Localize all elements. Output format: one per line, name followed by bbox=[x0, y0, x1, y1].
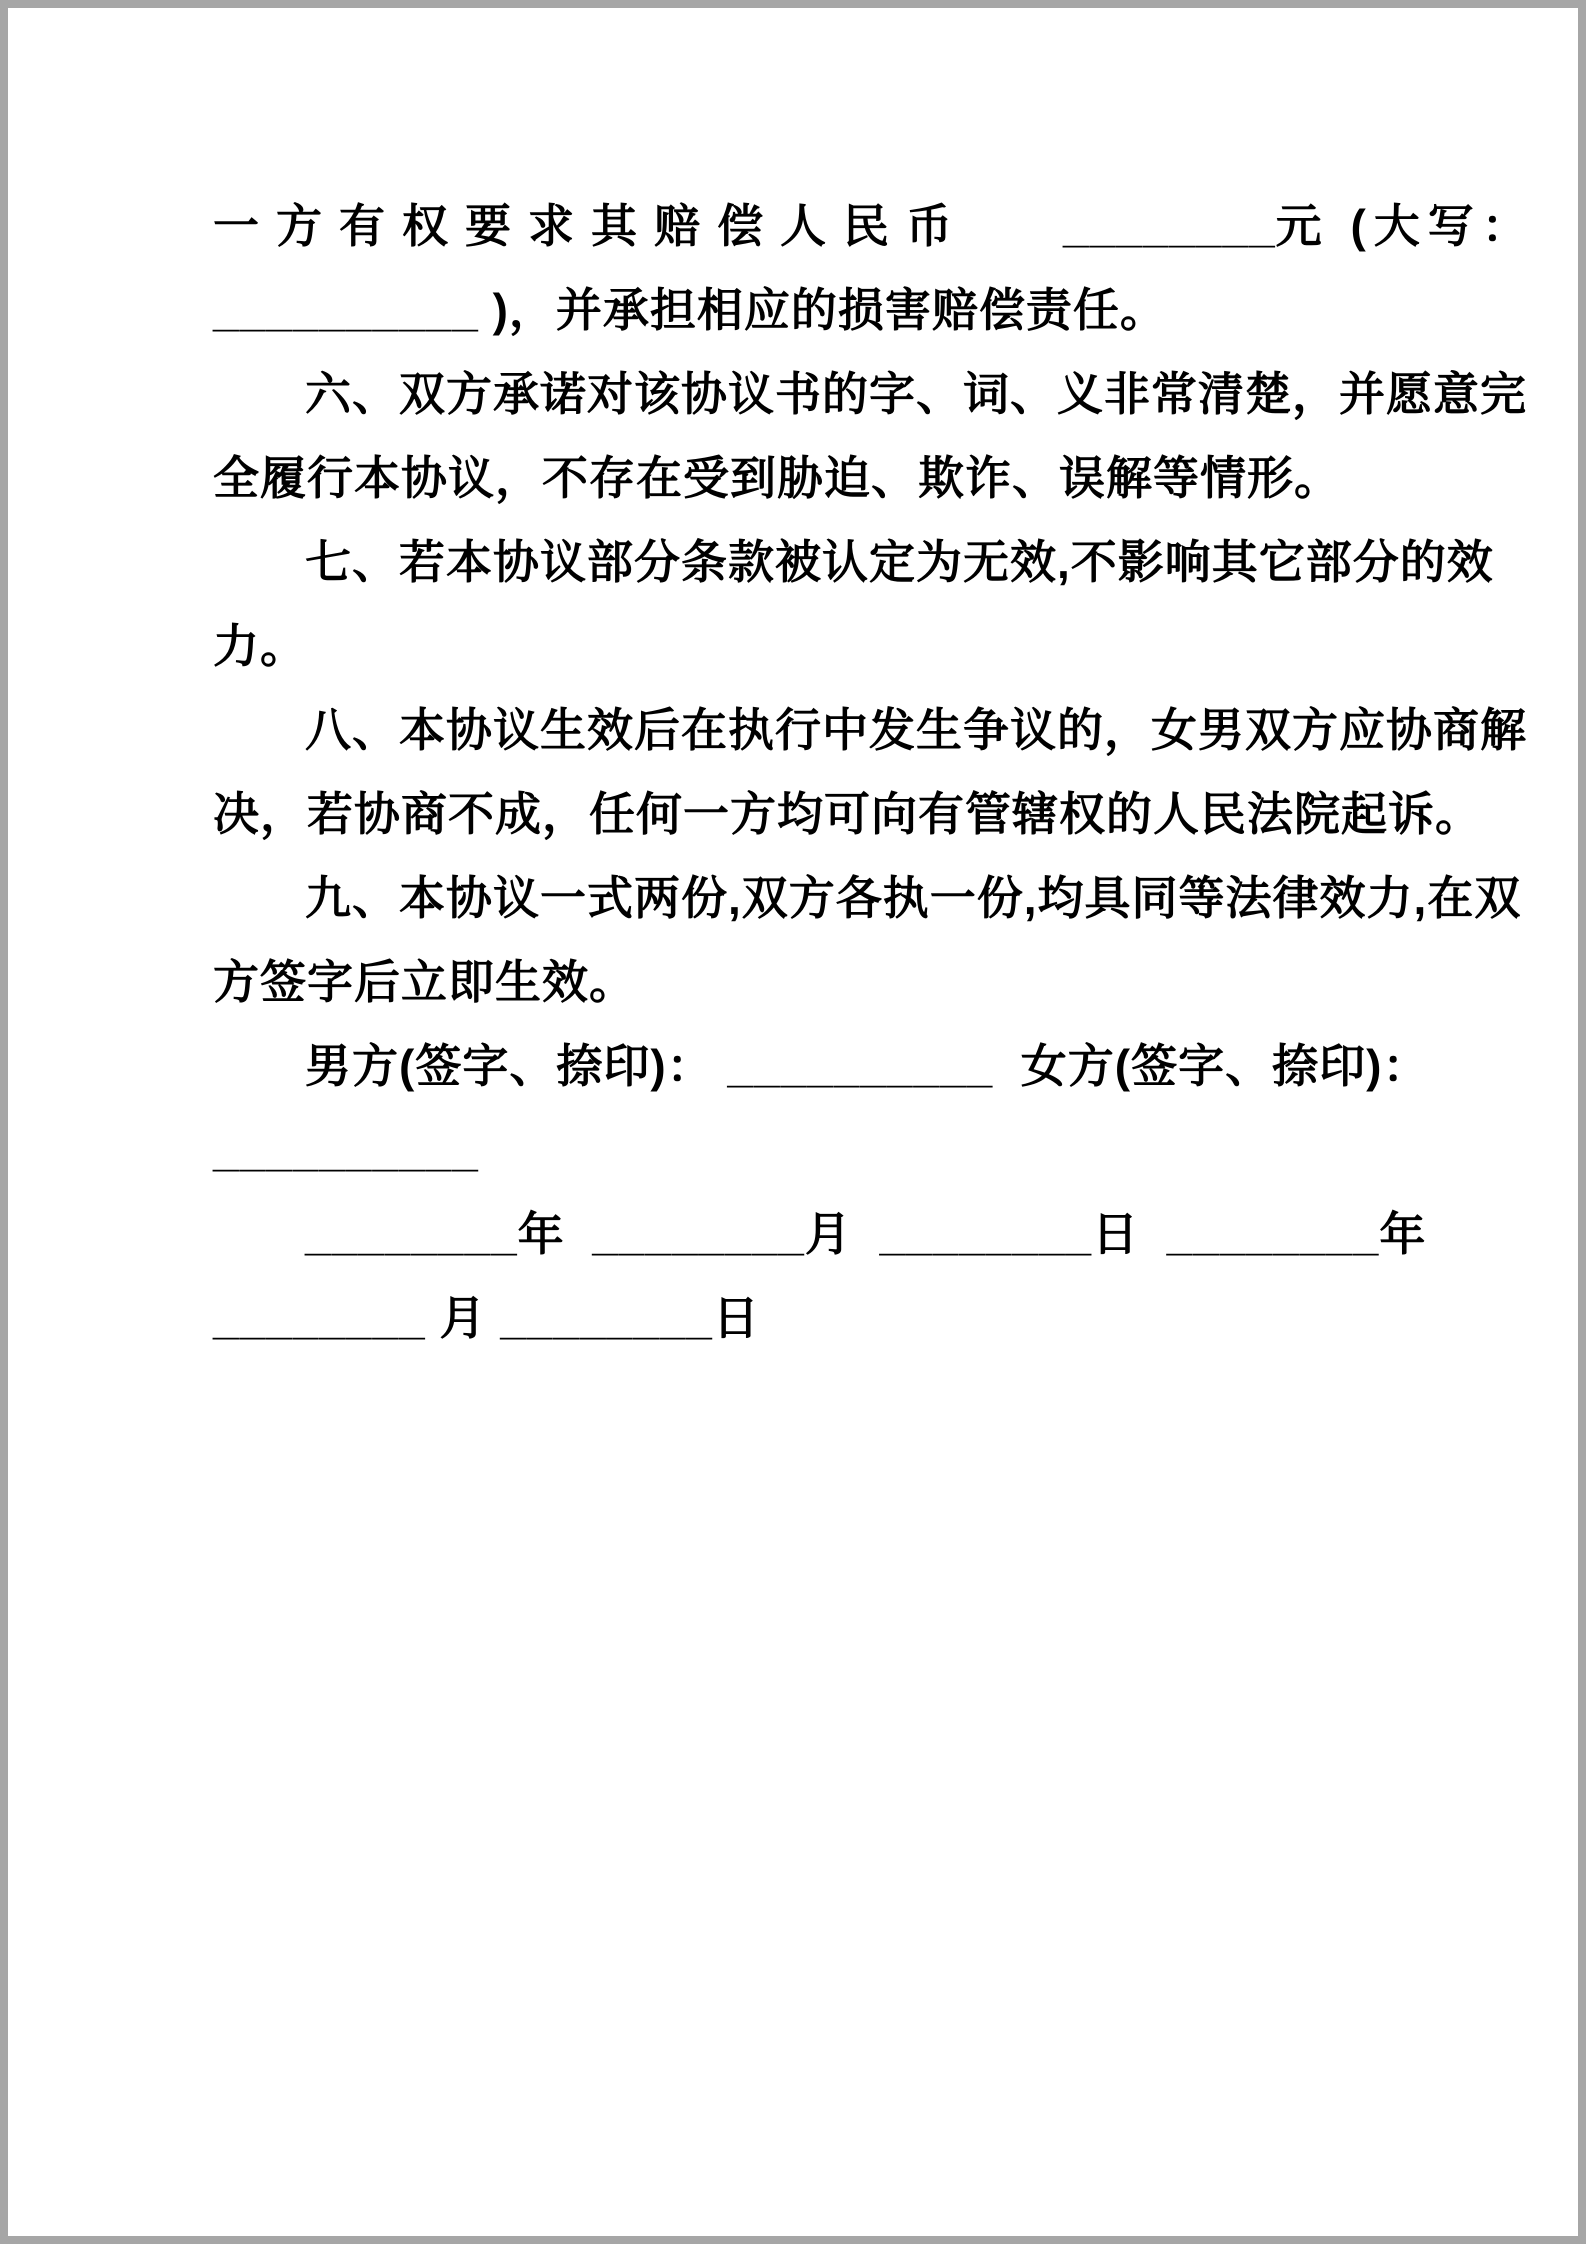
text-line: 力。 bbox=[213, 620, 307, 672]
text-line: 男方(签字、捺印)： __________ 女方(签字、捺印)： bbox=[305, 1040, 1430, 1092]
text-line: __________ bbox=[213, 1124, 479, 1176]
text-line: 九、本协议一式两份,双方各执一份,均具同等法律效力,在双 bbox=[305, 872, 1522, 924]
text-segment: ________ bbox=[969, 200, 1276, 252]
text-line: 六、双方承诺对该协议书的字、词、义非常清楚，并愿意完 bbox=[305, 368, 1527, 420]
text-line: 七、若本协议部分条款被认定为无效,不影响其它部分的效 bbox=[305, 536, 1494, 588]
text-line: 决，若协商不成，任何一方均可向有管辖权的人民法院起诉。 bbox=[213, 788, 1482, 840]
text-line: __________ )，并承担相应的损害赔偿责任。 bbox=[213, 284, 1167, 336]
text-line bbox=[213, 184, 1536, 268]
text-line: 全履行本协议，不存在受到胁迫、欺诈、误解等情形。 bbox=[213, 452, 1341, 504]
text-line: 方签字后立即生效。 bbox=[213, 956, 636, 1008]
text-line: ________ 月 ________日 bbox=[213, 1292, 760, 1344]
text-line: ________年 ________月 ________日 ________年 bbox=[305, 1208, 1427, 1260]
text-segment: 元 (大写： bbox=[1275, 200, 1536, 252]
text-block bbox=[8, 8, 1578, 1360]
text-segment: 一方有权要求其赔偿人民币 bbox=[213, 200, 969, 252]
text-line: 八、本协议生效后在执行中发生争议的，女男双方应协商解 bbox=[305, 704, 1527, 756]
